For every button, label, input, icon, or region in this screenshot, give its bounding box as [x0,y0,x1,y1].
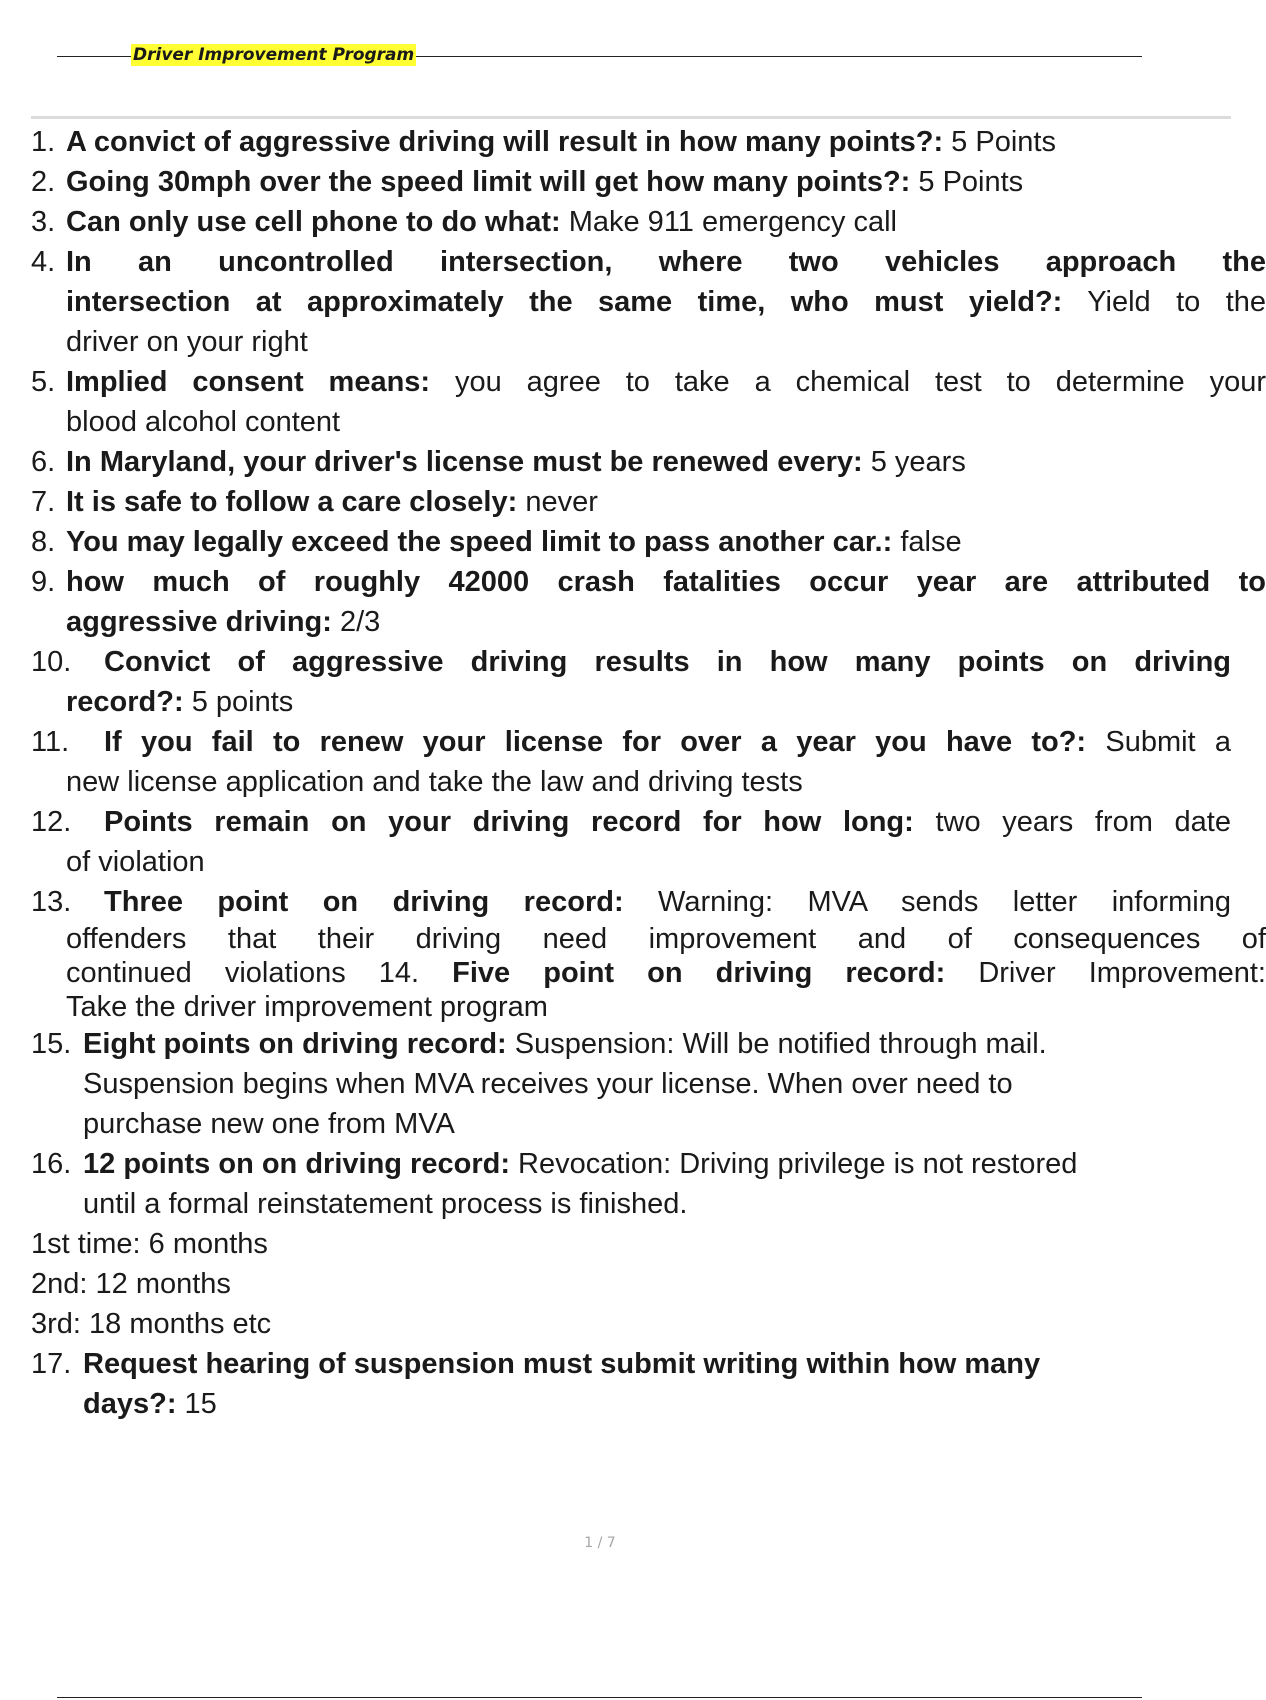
answer-text: Warning: MVA sends letter informing [623,886,1231,918]
plain-text-line: 3rd: 18 months etc [31,1308,272,1340]
page-number: 1 / 7 [584,1535,616,1551]
question-text: Points remain on your driving record for how long: [104,806,914,838]
question-text: aggressive driving: [66,606,332,638]
item-number: 2. [31,166,56,198]
answer-text: 5 Points [910,166,1024,198]
question-text: Can only use cell phone to do what: [66,206,561,238]
list-item [31,362,1266,442]
list-item [31,1144,1200,1224]
item-number: 15. [31,1028,72,1060]
question-text: You may legally exceed the speed limit to pass another car.: [66,526,893,558]
item-number: 12. [31,806,72,838]
item-number: 13. [31,886,72,918]
question-text: A convict of aggressive driving will result in how many points?: [66,126,944,158]
list-item [31,1344,1200,1424]
header-divider [31,116,1231,119]
answer-text: Suspension: Will be notified through mail. [506,1028,1047,1060]
list-item [31,722,1232,802]
item-number: 7. [31,486,56,518]
answer-text: driver on your right [66,326,308,358]
list-item [31,482,1200,522]
answer-text: 5 Points [943,126,1056,158]
list-item [31,242,1266,362]
item-number: 10. [31,646,72,678]
answer-text: continued violations 14. [66,957,420,989]
answer-text: Suspension begins when MVA receives your license. When over need to [83,1068,1013,1100]
item-number: 16. [31,1148,72,1180]
answer-text: you agree to take a chemical test to determine your [430,366,1266,398]
question-text: In an uncontrolled intersection, where two vehicles approach the [66,246,1266,278]
answer-text: Yield to the [1062,286,1266,318]
answer-text: 2/3 [331,606,381,638]
question-text: intersection at approximately the same time, who must yield?: [66,286,1063,318]
question-list [31,122,1266,1424]
question-text: record?: [66,686,184,718]
question-text: 12 points on on driving record: [83,1148,510,1180]
answer-text: 15 [176,1388,217,1420]
answer-text: offenders that their driving need improvement and of consequences of [66,923,1266,955]
question-text: It is safe to follow a care closely: [66,486,518,518]
list-item [31,522,1200,562]
question-text: Three point on driving record: [104,886,624,918]
question-text: Eight points on driving record: [83,1028,507,1060]
list-item [31,162,1200,202]
item-number: 1. [31,126,56,158]
footer-rule [57,1697,1142,1698]
item-number: 11. [31,726,70,758]
question-text: Convict of aggressive driving results in how many points on driving [104,646,1231,678]
list-item [31,882,1266,1024]
list-item [31,1224,1200,1264]
question-text: days?: [83,1388,177,1420]
list-item [31,1024,1200,1144]
question-text: If you fail to renew your license for over a year you have to?: [104,726,1087,758]
question-text: Five point on driving record: [419,957,946,989]
item-number: 17. [31,1348,72,1380]
answer-text: Revocation: Driving privilege is not restored [509,1148,1078,1180]
question-text: Going 30mph over the speed limit will get how many points?: [66,166,911,198]
item-number: 3. [31,206,56,238]
answer-text: Take the driver improvement program [66,991,548,1023]
answer-text: purchase new one from MVA [83,1108,455,1140]
answer-text: two years from date [913,806,1231,838]
answer-text: Make 911 emergency call [560,206,898,238]
answer-text: 5 points [183,686,294,718]
item-number: 6. [31,446,56,478]
list-item [31,562,1266,642]
answer-text: Driver Improvement: [945,957,1266,989]
list-item [31,122,1200,162]
list-item [31,202,1200,242]
answer-text: new license application and take the law and driving tests [66,766,803,798]
list-item [31,442,1200,482]
question-text: In Maryland, your driver's license must be renewed every: [66,446,863,478]
answer-text: never [517,486,598,518]
item-number: 8. [31,526,56,558]
answer-text: blood alcohol content [66,406,341,438]
document-title: Driver Improvement Program [133,45,415,65]
item-number: 5. [31,366,56,398]
item-number: 9. [31,566,56,598]
list-item [31,642,1231,722]
item-number: 4. [31,246,56,278]
question-text: Request hearing of suspension must submit writing within how many [83,1348,1041,1380]
answer-text: of violation [66,846,205,878]
plain-text-line: 1st time: 6 months [31,1228,268,1260]
question-text: Implied consent means: [66,366,431,398]
list-item [31,1264,1200,1304]
question-text: how much of roughly 42000 crash fatalities occur year are attributed to [66,566,1266,598]
answer-text: until a formal reinstatement process is finished. [83,1188,688,1220]
answer-text: Submit a [1086,726,1232,758]
answer-text: 5 years [862,446,966,478]
plain-text-line: 2nd: 12 months [31,1268,231,1300]
list-item [31,802,1231,882]
answer-text: false [892,526,962,558]
list-item [31,1304,1200,1344]
